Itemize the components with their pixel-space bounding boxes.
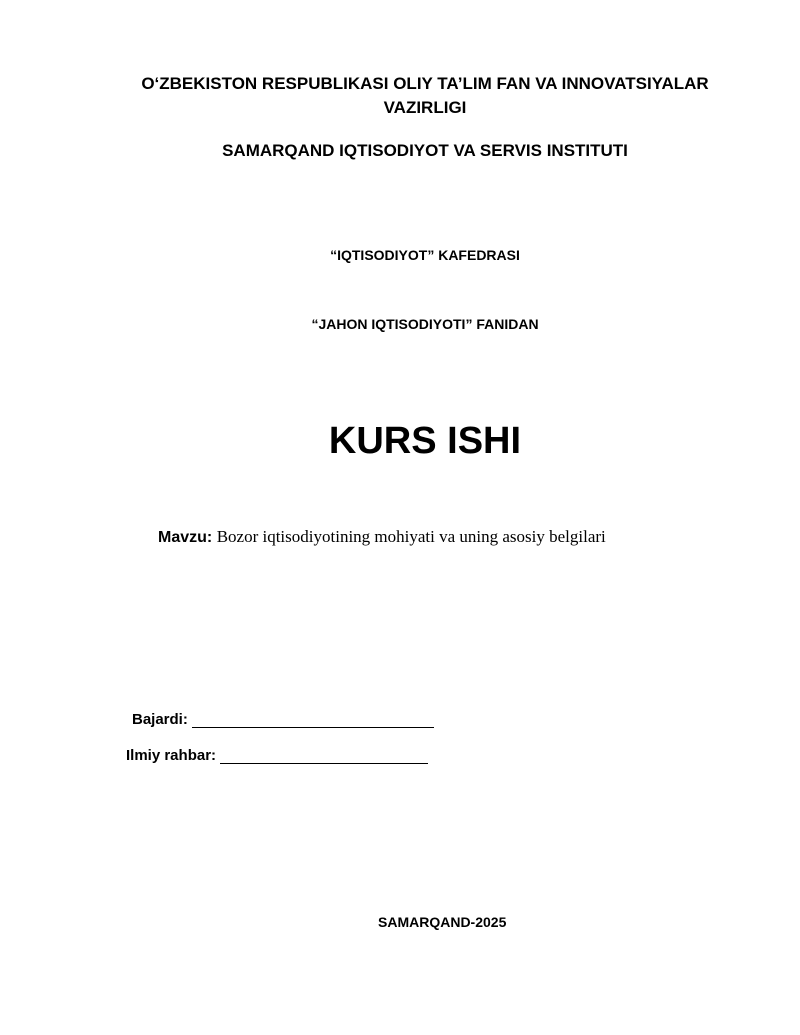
department-name: “IQTISODIYOT” KAFEDRASI: [330, 247, 520, 263]
performer-signature-row: [132, 709, 434, 731]
performer-label: Bajardi:: [132, 711, 188, 728]
topic-line: [158, 526, 606, 549]
institute-name: SAMARQAND IQTISODIYOT VA SERVIS INSTITUTI: [222, 141, 628, 160]
supervisor-signature-line: [220, 747, 428, 764]
supervisor-label: Ilmiy rahbar:: [126, 747, 217, 764]
subject-name: “JAHON IQTISODIYOTI” FANIDAN: [311, 316, 539, 332]
topic-value: Bozor iqtisodiyotining mohiyati va uning asosiy belgilari: [216, 527, 606, 546]
performer-signature-line: [192, 711, 434, 728]
ministry-name: O‘ZBEKISTON RESPUBLIKASI OLIY TA’LIM FAN VA INNOVATSIYALAR VAZIRLIGI: [141, 74, 709, 117]
topic-label: Mavzu:: [158, 529, 213, 546]
supervisor-signature-row: [126, 745, 428, 767]
city-year: SAMARQAND-2025: [378, 914, 507, 930]
document-title: KURS ISHI: [328, 420, 522, 462]
